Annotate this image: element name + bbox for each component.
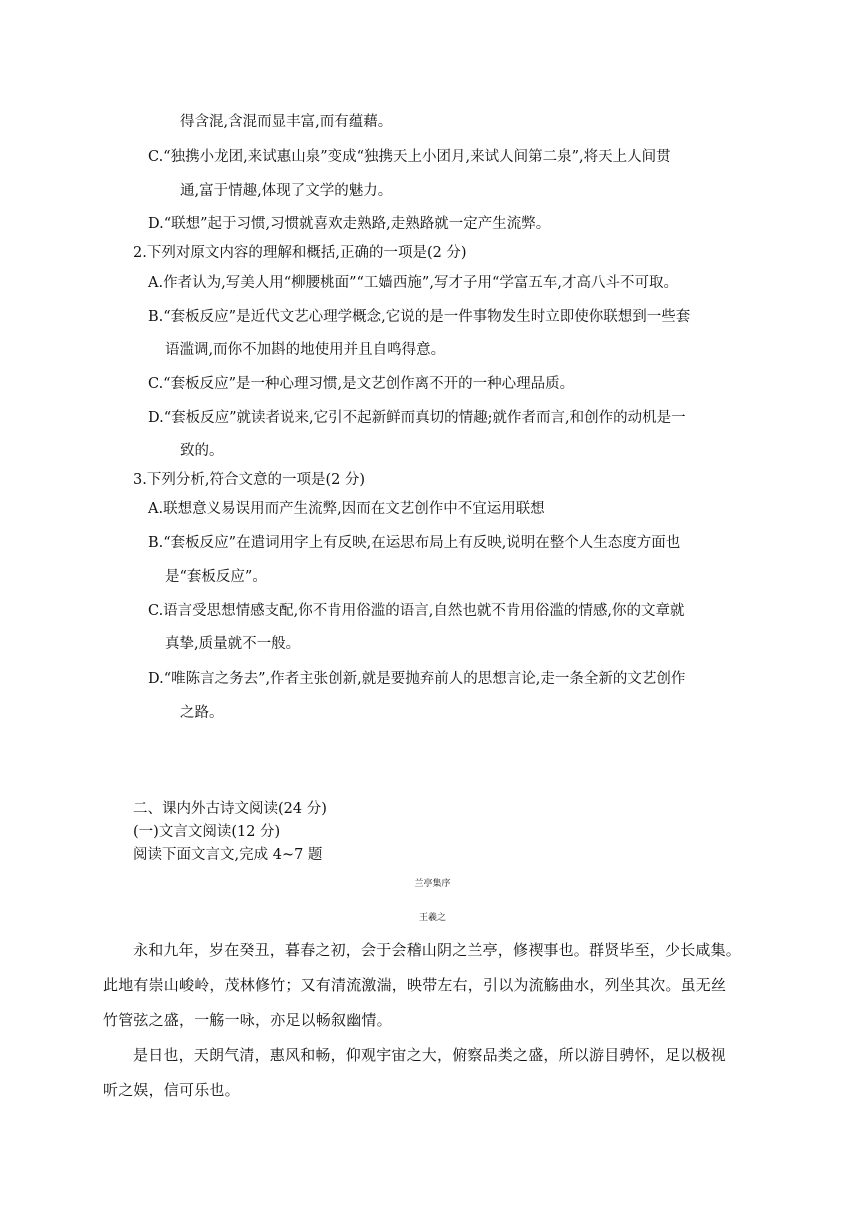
q3-option-b-line2: 是“套板反应”。 xyxy=(165,569,267,585)
q2-option-a: A.作者认为,写美人用“柳腰桃面”“工嫱西施”,写才子用“学富五车,才高八斗不可取。 xyxy=(148,275,678,291)
q2-stem: 2.下列对原文内容的理解和概括,正确的一项是(2 分) xyxy=(133,245,467,261)
q3-option-c-line2: 真挚,质量就不一般。 xyxy=(165,636,301,652)
reading-instruction: 阅读下面文言文,完成 4~7 题 xyxy=(133,847,323,863)
passage-paragraph1-line2: 此地有崇山峻岭，茂林修竹；又有清流激湍，映带左右，引以为流觞曲水，列坐其次。虽无丝 xyxy=(103,976,727,994)
q3-option-a: A.联想意义易误用而产生流弊,因而在文艺创作中不宜运用联想 xyxy=(148,501,545,517)
passage-author: 王羲之 xyxy=(418,913,446,923)
q3-option-c-line1: C.语言受思想情感支配,你不肯用俗滥的语言,自然也就不肯用俗滥的情感,你的文章就 xyxy=(148,603,685,619)
passage-paragraph2-line1: 是日也，天朗气清，惠风和畅，仰观宇宙之大，俯察品类之盛，所以游目骋怀，足以极视 xyxy=(133,1046,726,1064)
q3-option-b-line1: B.“套板反应”在遣词用字上有反映,在运思布局上有反映,说明在整个人生态度方面也 xyxy=(148,535,681,551)
q2-option-d-line1: D.“套板反应”就读者说来,它引不起新鲜而真切的情趣;就作者而言,和创作的动机是一 xyxy=(148,410,686,426)
q1-option-b-continuation: 得含混,含混而显丰富,而有蕴藉。 xyxy=(180,114,393,130)
q2-option-c: C.“套板反应”是一种心理习惯,是文艺创作离不开的一种心理品质。 xyxy=(148,376,575,392)
q3-option-d-line2: 之路。 xyxy=(180,705,224,721)
q3-option-d-line1: D.“唯陈言之务去”,作者主张创新,就是要抛弃前人的思想言论,走一条全新的文艺创作 xyxy=(148,671,686,687)
q2-option-b-line2: 语滥调,而你不加斟的地使用并且自鸣得意。 xyxy=(165,342,446,358)
q1-option-d: D.“联想”起于习惯,习惯就喜欢走熟路,走熟路就一定产生流弊。 xyxy=(148,216,551,232)
passage-title: 兰亭集序 xyxy=(414,879,451,889)
q3-stem: 3.下列分析,符合文意的一项是(2 分) xyxy=(133,472,366,488)
q1-option-c-line2: 通,富于情趣,体现了文学的魅力。 xyxy=(180,183,393,199)
passage-paragraph1-line3: 竹管弦之盛，一觞一咏，亦足以畅叙幽情。 xyxy=(103,1011,392,1029)
subsection-heading: (一)文言文阅读(12 分) xyxy=(133,824,281,840)
q2-option-d-line2: 致的。 xyxy=(180,443,224,459)
q1-option-c-line1: C.“独携小龙团,来试惠山泉”变成“独携天上小团月,来试人间第二泉”,将天上人间贯 xyxy=(148,149,671,165)
q2-option-b-line1: B.“套板反应”是近代文艺心理学概念,它说的是一件事物发生时立即使你联想到一些套 xyxy=(148,309,691,325)
passage-paragraph1-line1: 永和九年，岁在癸丑，暮春之初，会于会稽山阴之兰亭，修禊事也。群贤毕至，少长咸集。 xyxy=(133,941,742,959)
section-heading: 二、课内外古诗文阅读(24 分) xyxy=(133,801,327,817)
passage-paragraph2-line2: 听之娱，信可乐也。 xyxy=(103,1081,240,1099)
